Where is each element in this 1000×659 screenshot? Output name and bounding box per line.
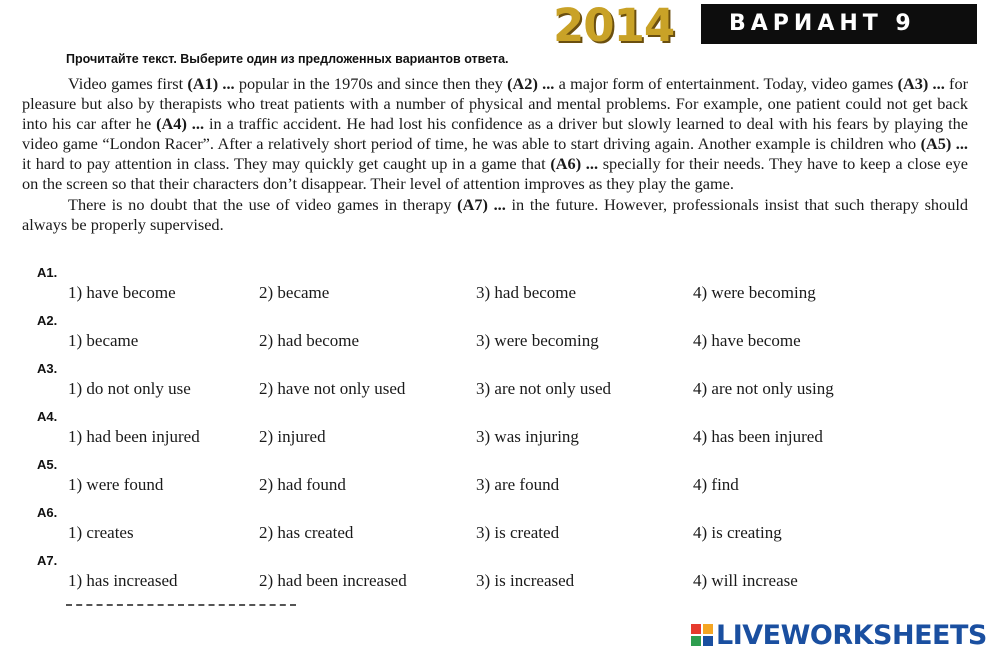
passage-text: There is no doubt that the use of video games in therapy: [68, 194, 458, 214]
option-a3-1[interactable]: 1) do not only use: [68, 379, 191, 398]
question-label-a3: A3.: [37, 361, 58, 376]
question-label-a5: A5.: [37, 457, 58, 472]
passage-paragraph-1: [22, 74, 968, 195]
option-a6-1[interactable]: 1) creates: [68, 523, 134, 542]
logo-square-blue: [703, 636, 713, 646]
option-a7-3[interactable]: 3) is increased: [476, 571, 575, 590]
option-a7-1[interactable]: 1) has increased: [68, 571, 178, 590]
liveworksheets-logo[interactable]: [691, 620, 987, 650]
option-a5-2[interactable]: 2) had found: [259, 475, 346, 494]
question-label-a1: A1.: [37, 265, 58, 280]
passage-text: it hard to pay attention in class. They may quickly get caught up in a game that: [22, 154, 551, 174]
option-a7-4[interactable]: 4) will increase: [693, 571, 798, 590]
option-a6-3[interactable]: 3) is created: [476, 523, 560, 542]
option-a5-1[interactable]: 1) were found: [68, 475, 164, 494]
gap-a7: (A7) ...: [457, 194, 506, 214]
option-a1-2[interactable]: 2) became: [259, 283, 330, 302]
gap-a5: (A5) ...: [920, 134, 969, 154]
option-a7-2[interactable]: 2) had been increased: [259, 571, 407, 590]
option-a4-4[interactable]: 4) has been injured: [693, 427, 823, 446]
passage-text: a major form of entertainment. Today, video games: [554, 74, 898, 93]
option-a3-4[interactable]: 4) are not only using: [693, 379, 834, 398]
option-a5-3[interactable]: 3) are found: [476, 475, 560, 494]
passage-text: Video games first: [68, 74, 188, 93]
question-label-a2: A2.: [37, 313, 58, 328]
passage-text: in a traffic accident. He had lost his confidence as a driver but slowly learned to deal with his fears by playing the video game “London Racer”. After a relatively short period of time, he was able to start driving again. Another example is children who: [22, 114, 969, 154]
option-a1-4[interactable]: 4) were becoming: [693, 283, 816, 302]
option-a2-1[interactable]: 1) became: [68, 331, 139, 350]
option-a6-4[interactable]: 4) is creating: [693, 523, 782, 542]
variant-banner: ВАРИАНТ 9: [701, 4, 977, 44]
gap-a6: (A6) ...: [550, 154, 599, 174]
gap-a2: (A2) ...: [507, 74, 555, 93]
option-a2-2[interactable]: 2) had become: [259, 331, 360, 350]
option-a4-1[interactable]: 1) had been injured: [68, 427, 200, 446]
option-a1-3[interactable]: 3) had become: [476, 283, 577, 302]
logo-square-green: [691, 636, 701, 646]
option-a1-1[interactable]: 1) have become: [68, 283, 176, 302]
option-a6-2[interactable]: 2) has created: [259, 523, 354, 542]
option-a4-2[interactable]: 2) injured: [259, 427, 326, 446]
passage-text: for pleasure but also by therapists who treat patients with a number of physical and mental problems. For example, one patient could not get back into his car after he: [22, 74, 969, 134]
logo-grid-icon: [691, 624, 713, 646]
instruction-text: Прочитайте текст. Выберите один из предложенных вариантов ответа.: [66, 52, 509, 66]
question-label-a6: A6.: [37, 505, 58, 520]
passage-text: in the future. However, professionals insist that such therapy should always be properly supervised.: [22, 194, 968, 234]
option-a4-3[interactable]: 3) was injuring: [476, 427, 579, 446]
option-a3-3[interactable]: 3) are not only used: [476, 379, 612, 398]
option-a5-4[interactable]: 4) find: [693, 475, 739, 494]
gap-a1: (A1) ...: [187, 74, 235, 93]
passage-text: specially for their needs. They have to keep a close eye on the screen so that their characters don’t disappear. Their level of attention improves as they play the game.: [22, 154, 968, 194]
gap-a3: (A3) ...: [897, 74, 945, 93]
passage-text: popular in the 1970s and since then they: [234, 74, 508, 93]
logo-square-red: [691, 624, 701, 634]
gap-a4: (A4) ...: [156, 114, 205, 134]
cut-off-text-line: [66, 604, 296, 607]
logo-square-orange: [703, 624, 713, 634]
option-a2-4[interactable]: 4) have become: [693, 331, 801, 350]
year-banner: 2014: [553, 0, 675, 52]
question-label-a4: A4.: [37, 409, 58, 424]
question-label-a7: A7.: [37, 553, 58, 568]
logo-text: LIVEWORKSHEETS: [716, 619, 987, 651]
option-a2-3[interactable]: 3) were becoming: [476, 331, 599, 350]
reading-passage: [22, 74, 968, 235]
passage-paragraph-2: [22, 195, 968, 235]
option-a3-2[interactable]: 2) have not only used: [259, 379, 406, 398]
